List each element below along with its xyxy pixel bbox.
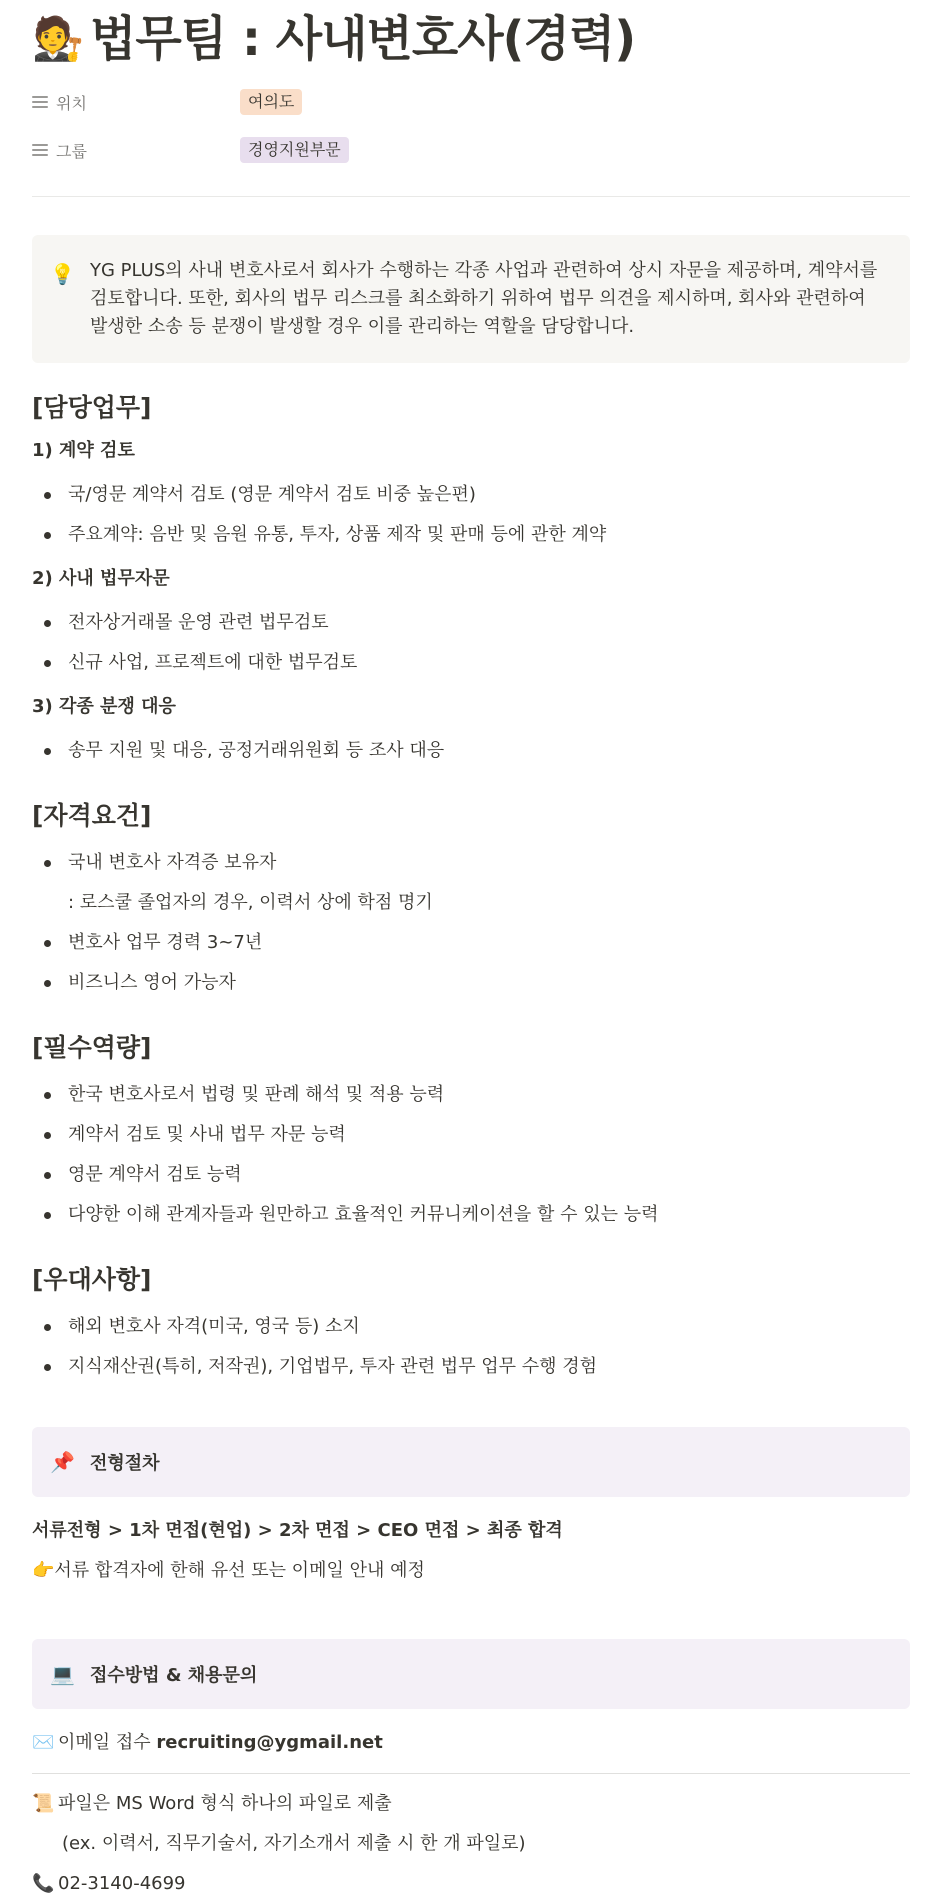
file-line [32,1784,910,1824]
qualification-note: : 로스쿨 졸업자의 경우, 이력서 상에 학점 명기 [68,891,433,913]
lightbulb-icon: 💡 [50,262,75,286]
title-row [32,0,910,78]
callout-text: YG PLUS의 사내 변호사로서 회사가 수행하는 각종 사업과 관련하여 상시 자문을 제공하며, 계약서를 검토합니다. 또한, 회사의 법무 리스크를 최소화하기 위하여 법무 의견을 제시하며, 회사와 관련하여 발생한 소송 등 분쟁이 발생할 경우 이를 관리하는 역할을 담당합니다. [90,260,878,337]
property-group[interactable] [32,126,910,174]
pointing-hand-icon: 👉 [32,1559,55,1581]
scroll-icon: 📜 [32,1792,55,1814]
duty-group-title: 3) 각종 분쟁 대응 [32,695,176,717]
duties-heading: [담당업무] [32,392,152,422]
list-item: 변호사 업무 경력 3~7년 [32,923,910,963]
list-icon [32,144,48,156]
list-item: 한국 변호사로서 법령 및 판례 해석 및 적용 능력 [32,1075,910,1115]
file-note: 파일은 MS Word 형식 하나의 파일로 제출 [58,1792,392,1814]
location-tag[interactable]: 여의도 [240,89,302,115]
list-item: 영문 계약서 검토 능력 [32,1155,910,1195]
email-line [32,1723,910,1763]
phone-line [32,1864,910,1904]
list-item: 신규 사업, 프로젝트에 대한 법무검토 [32,643,910,683]
group-tag[interactable]: 경영지원부문 [240,137,349,163]
list-item: 계약서 검토 및 사내 법무 자문 능력 [32,1115,910,1155]
page-title: 법무팀 : 사내변호사(경력) [90,10,636,67]
process-banner [32,1427,910,1497]
list-item: 지식재산권(특히, 저작권), 기업법무, 투자 관련 법무 업무 수행 경험 [32,1347,910,1387]
email-link[interactable]: recruiting@ygmail.net [156,1731,383,1753]
properties [32,78,910,174]
process-note-text: 서류 합격자에 한해 유선 또는 이메일 안내 예정 [54,1559,425,1581]
list-item: 국/영문 계약서 검토 (영문 계약서 검토 비중 높은편) [32,475,910,515]
property-name: 위치 [56,93,87,113]
duty-group-title: 2) 사내 법무자문 [32,567,170,589]
duty-group-title: 1) 계약 검토 [32,439,135,461]
pushpin-icon: 📌 [50,1449,75,1474]
judge-icon: 🧑‍⚖️ [32,14,85,63]
list-item: 해외 변호사 자격(미국, 영국 등) 소지 [32,1307,910,1347]
competencies-heading: [필수역량] [32,1032,152,1062]
phone-icon: 📞 [32,1872,55,1894]
list-item: 다양한 이해 관계자들과 원만하고 효율적인 커뮤니케이션을 할 수 있는 능력 [32,1195,910,1235]
divider [32,1773,910,1774]
email-label: 이메일 접수 [58,1731,151,1753]
qualifications-heading: [자격요건] [32,800,152,830]
apply-banner [32,1639,910,1709]
envelope-icon: ✉️ [32,1731,55,1753]
preferences-heading: [우대사항] [32,1264,152,1294]
list-item: 주요계약: 음반 및 음원 유통, 투자, 상품 제작 및 판매 등에 관한 계약 [32,515,910,555]
list-item: 전자상거래몰 운영 관련 법무검토 [32,603,910,643]
process-note [32,1551,910,1591]
file-example: (ex. 이력서, 직무기술서, 자기소개서 제출 시 한 개 파일로) [62,1832,526,1854]
intro-callout [32,235,910,363]
list-item: 송무 지원 및 대응, 공정거래위원회 등 조사 대응 [32,731,910,771]
property-name: 그룹 [56,141,87,161]
phone-number[interactable]: 02-3140-4699 [58,1872,186,1894]
property-location[interactable] [32,78,910,126]
list-item: 국내 변호사 자격증 보유자 [32,843,910,883]
process-heading: 전형절차 [90,1452,160,1474]
list-icon [32,96,48,108]
apply-heading: 접수방법 & 채용문의 [90,1664,258,1686]
process-steps: 서류전형 > 1차 면접(현업) > 2차 면접 > CEO 면접 > 최종 합격 [32,1519,563,1541]
laptop-icon: 💻 [50,1661,75,1686]
divider [32,196,910,197]
list-item: 비즈니스 영어 가능자 [32,963,910,1003]
